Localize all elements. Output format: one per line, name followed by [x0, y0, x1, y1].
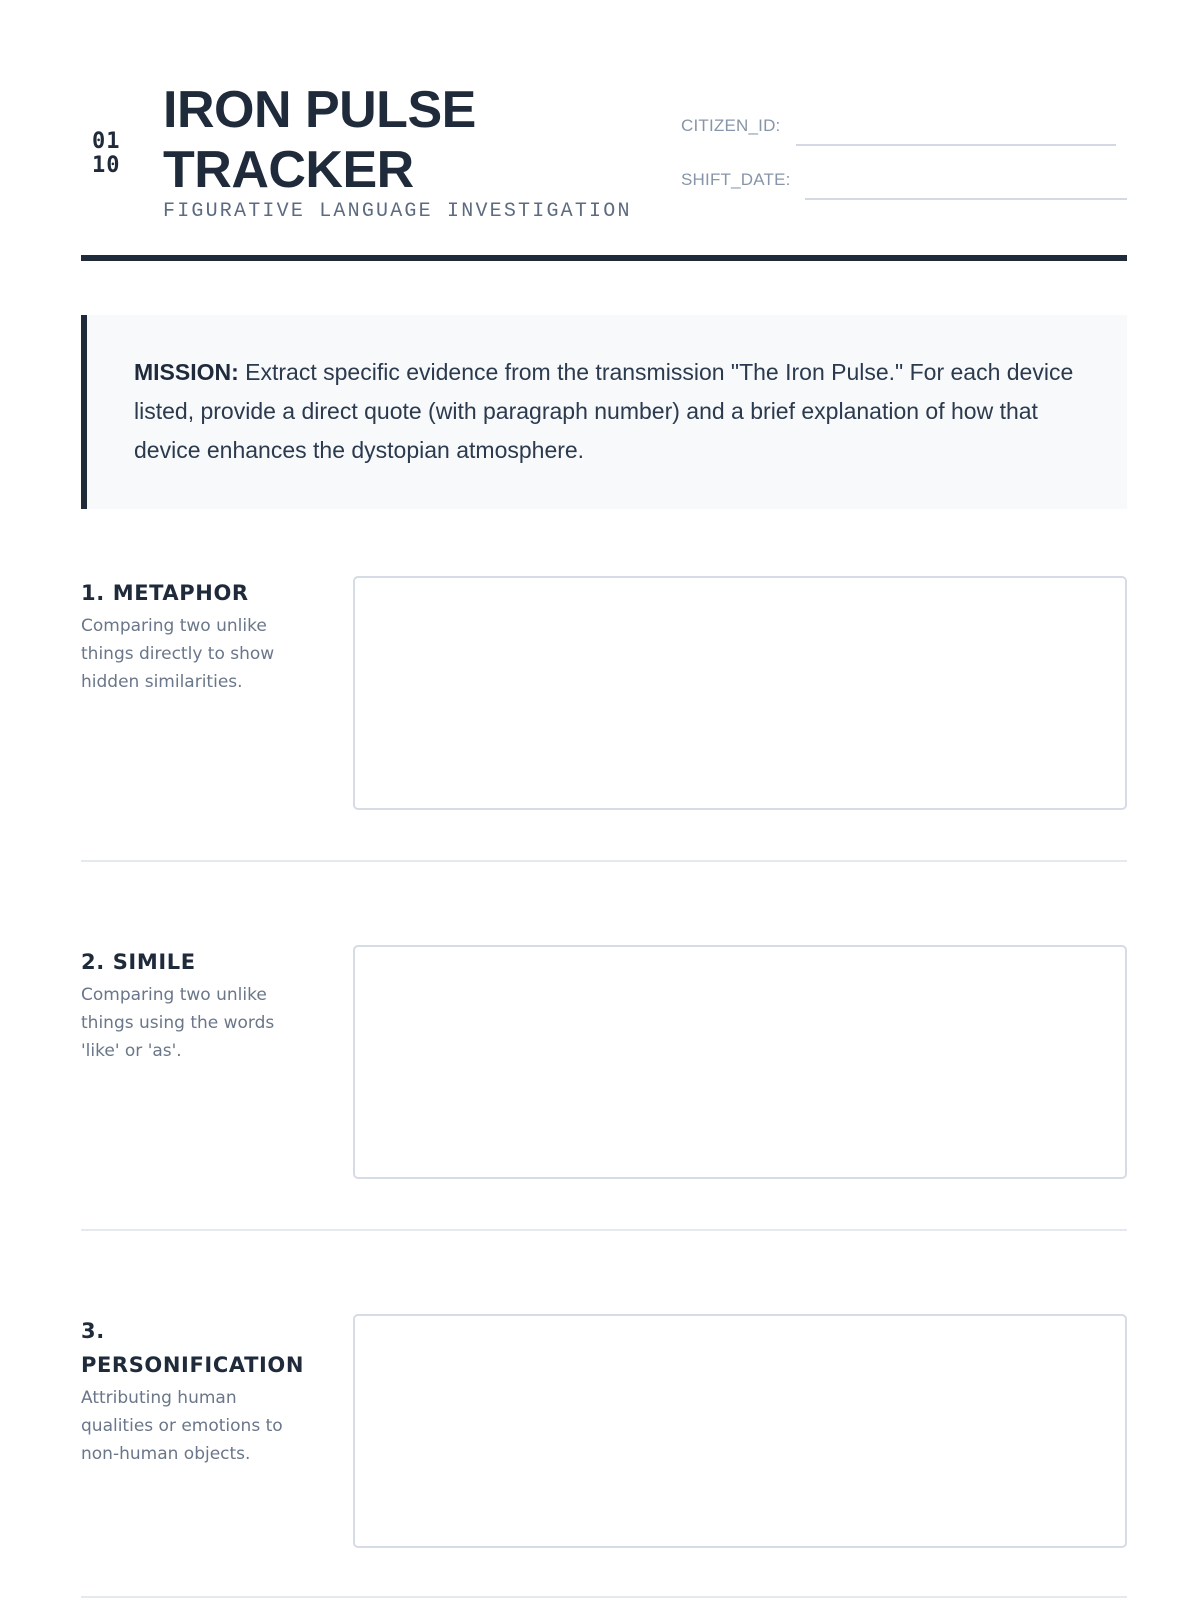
simile-answer-box[interactable]: [353, 945, 1127, 1179]
header: [81, 80, 1127, 262]
section-title: 1. METAPHOR: [81, 581, 249, 605]
section-label: [81, 576, 331, 696]
citizen-id-label: CITIZEN_ID:: [681, 116, 781, 135]
logo-line-1: 01: [92, 129, 121, 154]
citizen-id-field[interactable]: [796, 144, 1116, 146]
page-title: IRON PULSE TRACKER: [163, 81, 476, 199]
section-label: [81, 1314, 331, 1468]
mission-panel: [81, 315, 1127, 509]
section-description: Comparing two unlike things using the words 'like' or 'as'.: [81, 985, 275, 1061]
shift-date-field[interactable]: [805, 198, 1127, 200]
section-divider: [81, 1229, 1127, 1231]
section-title: 3. PERSONIFICATION: [81, 1319, 305, 1377]
student-info: [681, 106, 1127, 214]
shift-date-label: SHIFT_DATE:: [681, 170, 791, 189]
metaphor-answer-box[interactable]: [353, 576, 1127, 810]
mission-label: MISSION:: [134, 359, 239, 385]
section-description: Comparing two unlike things directly to show hidden similarities.: [81, 616, 275, 692]
logo-line-2: 10: [92, 153, 121, 178]
section-title: 2. SIMILE: [81, 950, 196, 974]
mission-body: Extract specific evidence from the transmission "The Iron Pulse." For each device listed, provide a direct quote (with paragraph number) and a brief explanation of how that device enhances the dystopian atmosphere.: [134, 359, 1074, 463]
header-divider: [81, 255, 1127, 261]
section-divider: [81, 860, 1127, 862]
citizen-id-row: [681, 106, 1127, 160]
shift-date-row: [681, 160, 1127, 214]
worksheet-page: [81, 0, 1127, 1600]
section-divider: [81, 1596, 1127, 1598]
section-label: [81, 945, 331, 1065]
personification-answer-box[interactable]: [353, 1314, 1127, 1548]
page-subtitle: FIGURATIVE LANGUAGE INVESTIGATION: [163, 200, 632, 223]
mission-text: [134, 353, 1084, 470]
binary-logo-icon: [92, 130, 121, 178]
section-description: Attributing human qualities or emotions to non-human objects.: [81, 1388, 283, 1464]
